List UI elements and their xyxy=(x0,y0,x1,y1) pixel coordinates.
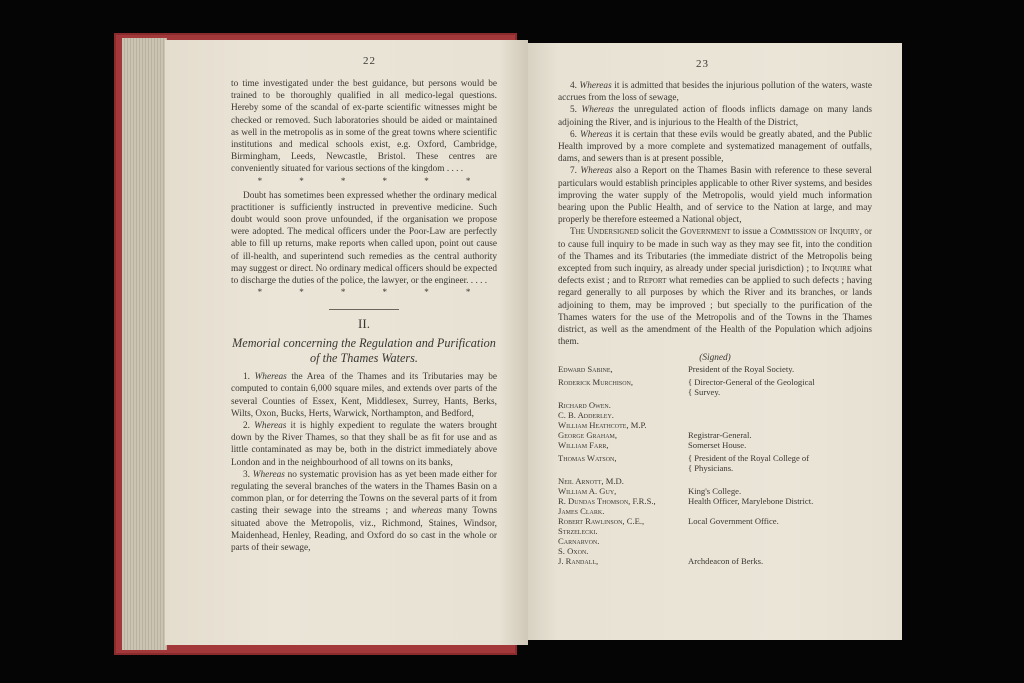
clause-number: 1. xyxy=(243,372,250,383)
petition-text: to issue a xyxy=(732,227,768,238)
signatories-list xyxy=(558,364,872,566)
asterisk: * xyxy=(424,287,429,298)
signatory-row xyxy=(558,440,872,450)
asterisk: * xyxy=(299,287,304,298)
signatory-name: Strzelecki. xyxy=(558,526,598,537)
signatory-row xyxy=(558,400,872,410)
asterisk: * xyxy=(340,175,346,186)
signatory-title xyxy=(688,506,872,516)
signatory-title: Registrar-General. xyxy=(688,430,752,441)
asterisk: * xyxy=(424,175,429,186)
signed-label xyxy=(558,352,872,364)
petition-text: what remedies can be applied to such defects ; having regard generally to all purposes by which the River and its branches, or lands adjoining to them, may be improved ; but specially to the purification of the Thames waters for the use of the Metropolis and of the Towns in the Thames district, as well as the amendment of the Health of the Population which adjoins them. xyxy=(558,276,873,348)
petition-text: solicit the xyxy=(641,227,678,238)
signatory-name: C. B. Adderley. xyxy=(558,410,614,421)
signatory-title: Somerset House. xyxy=(688,440,747,451)
signatory-name: Robert Rawlinson, C.E., xyxy=(558,516,645,527)
signatory-name: George Graham, xyxy=(558,430,618,441)
clause-text: also a Report on the Thames Basin with reference to these several particulars would establish principles applicable to other River systems, and besides improving the water supply of the Metropolis, would yield much information bearing upon the Public Health, and of service to the Nation at large, and may properly be therefore esteemed a National object, xyxy=(558,166,873,226)
signatory-title: Health Officer, Marylebone District. xyxy=(688,496,814,507)
signatory-title: { Director-General of the Geological xyxy=(688,377,815,388)
signatory-title: { Survey. xyxy=(688,387,721,398)
section-divider xyxy=(329,309,399,310)
page-number-right: 23 xyxy=(696,58,709,70)
signatory-title xyxy=(688,420,872,430)
whereas-paragraph-4 xyxy=(558,80,872,104)
asterisk: * xyxy=(465,287,471,298)
signatory-name: J. Randall, xyxy=(558,556,599,567)
whereas-paragraph-3 xyxy=(231,469,497,554)
signatory-row xyxy=(558,420,872,430)
signatory-row xyxy=(558,463,872,473)
signatory-name: Carnarvon. xyxy=(558,536,600,547)
signatory-name xyxy=(558,463,688,473)
whereas-paragraph-1 xyxy=(231,371,497,420)
signatory-row xyxy=(558,506,872,516)
signatory-title xyxy=(688,546,872,556)
whereas-word: whereas xyxy=(411,506,442,517)
signatory-title xyxy=(688,526,872,536)
signatory-row xyxy=(558,453,872,463)
right-page xyxy=(528,43,902,640)
paragraph-laboratories: to time investigated under the best guidance, but persons would be trained to be thoroughly qualified in all medico-legal questions. Hereby some of the scandal of ex-parte scientific witnesses might be checked or removed. Such laboratories should be aided or maintained as well in the metropolis as in some of the great towns where scientific institutions and medical schools exist, e.g. Oxford, Cambridge, Birmingham, Leeds, Newcastle, Bristol. These centres are conveniently situated for various sections of the kingdom . . . . xyxy=(231,79,497,175)
clause-text: the unregulated action of floods inflicts damage on many lands adjoining the River, and is injurious to the Health of the District, xyxy=(558,105,873,128)
asterisk: * xyxy=(382,287,388,298)
clause-number: 7. xyxy=(570,166,577,177)
asterisk: * xyxy=(299,175,304,186)
page-edges xyxy=(122,38,167,650)
small-caps-text: Government xyxy=(679,227,731,238)
signatory-name: Roderick Murchison, xyxy=(558,377,634,388)
whereas-word: Whereas xyxy=(254,372,287,383)
whereas-word: Whereas xyxy=(254,421,287,432)
signatory-name: William A. Guy, xyxy=(558,486,617,497)
whereas-word: Whereas xyxy=(579,81,612,91)
signatory-name: Neil Arnott, M.D. xyxy=(558,476,624,487)
whereas-word: Whereas xyxy=(252,469,285,480)
small-caps-text: Report xyxy=(638,276,667,287)
clause-text: many Towns situated above the Metropolis, viz., Richmond, Staines, Windsor, Maidenhead, Henley, Reading, and Oxford do so cast in the whole or parts of their sewage, xyxy=(231,506,497,554)
signatory-title xyxy=(688,400,872,410)
signatory-title: Local Government Office. xyxy=(688,516,779,527)
signatory-name: Thomas Watson, xyxy=(558,453,617,464)
page-number-left: 22 xyxy=(363,55,376,67)
small-caps-text: Inquire xyxy=(821,264,852,275)
signatory-row xyxy=(558,496,872,506)
signatory-row xyxy=(558,536,872,546)
clause-number: 5. xyxy=(570,105,577,116)
clause-text: it is highly expedient to regulate the waters brought down by the River Thames, so that they shall be as fit for use and as little contaminated as may be, both in the district immediately above London and in the neighbourhood of all towns on its banks, xyxy=(231,421,497,468)
signatory-row xyxy=(558,364,872,374)
left-page xyxy=(165,40,528,645)
whereas-word: Whereas xyxy=(580,166,613,177)
small-caps-text: Commission of Inquiry, xyxy=(769,227,862,238)
signatory-title: President of the Royal Society. xyxy=(688,364,795,375)
paragraph-medical-practitioner: Doubt has sometimes been expressed whether the ordinary medical practitioner is sufficiently instructed in preventive medicine. Such doubt would soon prove unfounded, if the organisation we propose were adopted. The medical officers under the Poor-Law are perfectly able to fill up returns, make reports when called upon, point out cause of ill-health, and superintend such remedies as the central authority may suggest or direct. No ordinary medical officers should be expected to discharge the duties of the police, the lawyer, or the engineer. . . . . xyxy=(231,190,497,287)
clause-number: 6. xyxy=(570,129,577,140)
signatory-name: William Farr, xyxy=(558,440,609,451)
signatory-name: Edward Sabine, xyxy=(558,364,613,375)
petition-paragraph xyxy=(558,226,872,348)
whereas-paragraph-5 xyxy=(558,104,872,128)
signatory-row xyxy=(558,430,872,440)
heading-line-2: of the Thames Waters. xyxy=(310,351,418,366)
signatory-title xyxy=(688,410,872,420)
asterisk-row-1 xyxy=(231,176,497,186)
signatory-title: King's College. xyxy=(688,486,742,497)
small-caps-text: The Undersigned xyxy=(570,227,639,238)
petition-text: what defects exist ; and to xyxy=(558,264,873,287)
section-numeral: II. xyxy=(358,316,370,332)
signatory-row xyxy=(558,377,872,387)
left-page-text xyxy=(231,78,497,554)
signatory-name: Richard Owen. xyxy=(558,400,611,411)
petition-text: or to cause full inquiry to be made in such way as they may see fit, into the condition of the Thames and its Tributaries (the immediate district of the Metropolis being excepted from such inquiry, as already under special jurisdiction) ; to xyxy=(558,227,872,275)
signatory-title xyxy=(688,536,872,546)
asterisk: * xyxy=(257,175,263,186)
clause-text: it is certain that these evils would be greatly abated, and the Public Health improved by a more complete and systematized management of outfalls, dams, and sewers than is at present possible, xyxy=(558,129,872,165)
signed-word: (Signed) xyxy=(699,353,731,364)
clause-number: 2. xyxy=(243,421,250,432)
asterisk: * xyxy=(340,287,346,298)
asterisk: * xyxy=(257,287,263,298)
clause-text: no systematic provision has as yet been made either for regulating the several branches of the waters in the Thames Basin on a common plan, or for deterring the Towns on the several parts of it from casting their sewage into the streams ; and xyxy=(231,469,498,517)
whereas-paragraph-2 xyxy=(231,420,497,469)
signatory-title xyxy=(688,476,872,486)
signatory-row xyxy=(558,486,872,496)
memorial-heading xyxy=(231,336,497,366)
signatory-name: R. Dundas Thomson, F.R.S., xyxy=(558,496,656,507)
signatory-row xyxy=(558,410,872,420)
clause-text: the Area of the Thames and its Tributaries may be computed to contain 6,000 square miles, and extends over parts of the several Counties of Essex, Kent, Middlesex, Surrey, Hants, Berks, Wilts, Oxon, Bucks, Herts, Warwick, Northampton, and Bedford, xyxy=(231,372,497,419)
signatory-row xyxy=(558,476,872,486)
clause-number: 3. xyxy=(243,469,250,480)
signatory-row xyxy=(558,516,872,526)
signatory-name: James Clark. xyxy=(558,506,605,517)
signatory-row xyxy=(558,526,872,536)
whereas-paragraph-7 xyxy=(558,165,872,226)
asterisk: * xyxy=(382,175,388,186)
signatory-name: William Heathcote, M.P. xyxy=(558,420,647,431)
signatory-title: { Physicians. xyxy=(688,463,734,474)
signatory-row xyxy=(558,556,872,566)
whereas-word: Whereas xyxy=(581,105,614,116)
signatory-name: S. Oxon. xyxy=(558,546,589,557)
asterisk-row-2 xyxy=(231,287,497,297)
signatory-name xyxy=(558,387,688,397)
whereas-word: Whereas xyxy=(580,129,613,140)
signatory-row xyxy=(558,546,872,556)
heading-line-1: Memorial concerning the Regulation and Purification xyxy=(232,336,496,351)
signatory-title: Archdeacon of Berks. xyxy=(688,556,764,567)
clause-number: 4. xyxy=(570,81,577,91)
signatory-title: { President of the Royal College of xyxy=(688,453,810,464)
signatory-row xyxy=(558,387,872,397)
whereas-paragraph-6 xyxy=(558,129,872,166)
asterisk: * xyxy=(465,175,471,186)
clause-text: it is admitted that besides the injurious pollution of the waters, waste accrues from the loss of sewage, xyxy=(558,81,873,104)
right-page-text xyxy=(558,80,872,566)
